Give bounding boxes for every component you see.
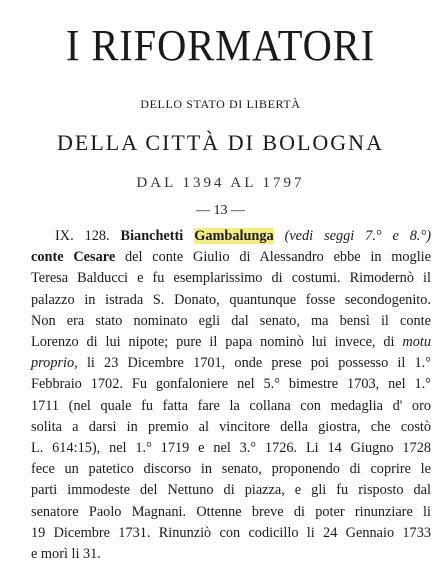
text-line (31, 226, 431, 247)
text-line: Teresa Balducci e fu esemplarissimo di costumi. Rimodernò il (31, 270, 431, 287)
italic-phrase: proprio, (31, 355, 78, 372)
entry-number: IX. 128. (55, 228, 110, 244)
page-number: — 13 — (196, 203, 245, 218)
book-subtitle-large: DELLA CITTÀ DI BOLOGNA (57, 130, 384, 155)
book-title: I RIFORMATORI (65, 21, 376, 70)
text-line: fece un patetico discorso in senato, proponendo di coprire le (31, 461, 431, 478)
text-segment: li 23 Dicembre 1701, onde prese poi possesso il 1.° (86, 355, 431, 372)
entry-surname: Bianchetti (120, 228, 184, 244)
italic-phrase: motu (402, 334, 431, 351)
text-line (31, 353, 431, 374)
text-line: L. 614:15), nel 1.° 1719 e nel 3.° 1726. Li 14 Giugno 1728 (31, 440, 431, 457)
entry-given-name: conte Cesare (31, 249, 116, 266)
text-line (31, 332, 431, 353)
highlighted-name: Gambalunga (194, 228, 274, 244)
text-line: Non era stato nominato egli dal senato, ma bensì il conte (31, 312, 431, 329)
book-subtitle-small: DELLO STATO DI LIBERTÀ (140, 97, 301, 111)
text-line: 1711 (nel quale fu fatta fare la collana con medaglia d' oro (31, 397, 431, 414)
text-line: palazzo in istrada S. Donato, quantunque fosse secondogenito. (31, 291, 431, 308)
text-line: Febbraio 1702. Fu gonfaloniere nel 5.° bimestre 1703, nel 1.° (31, 376, 431, 393)
text-line: senatore Paolo Magnani. Ottenne breve di poter rinunziare li (31, 503, 431, 520)
cross-reference-note: (vedi seggi 7.° e 8.°) (284, 228, 431, 244)
text-line: parti immodeste del Nettuno di piazza, e gli fu risposto dal (31, 482, 431, 499)
text-segment: Lorenzo di lui nipote; pure il papa nominò lui invece, di (31, 334, 395, 351)
text-line (31, 247, 431, 268)
text-line: 19 Dicembre 1731. Rinunziò con codicillo li 24 Gennaio 1733 (31, 524, 431, 541)
text-segment: del conte Giulio di Alessandro ebbe in moglie (124, 249, 431, 266)
text-line: e morì li 31. (31, 546, 101, 563)
date-range: DAL 1394 AL 1797 (136, 175, 305, 191)
entry-text (31, 226, 431, 565)
text-line: solita a darsi in premio al vincitore della giostra, che costò (31, 418, 431, 435)
